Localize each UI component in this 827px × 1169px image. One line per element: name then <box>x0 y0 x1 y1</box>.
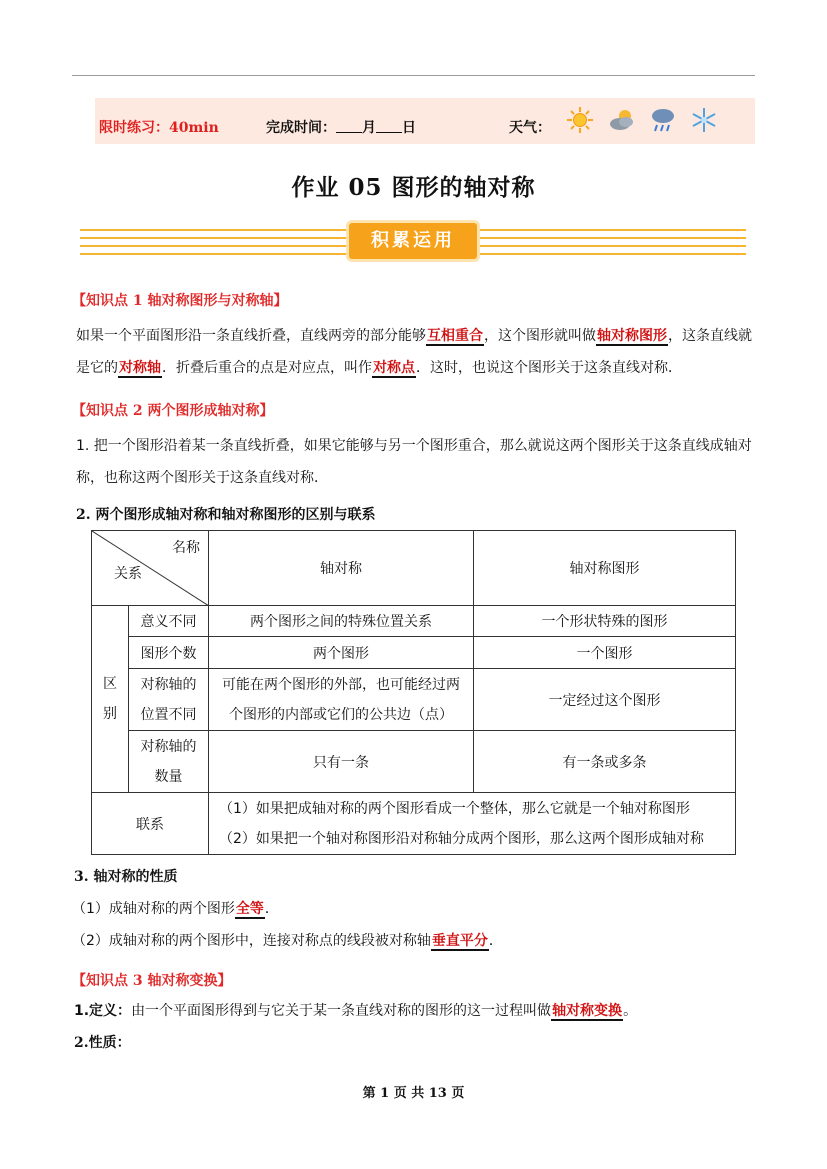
partly-cloudy-icon <box>607 106 637 134</box>
table-row: 图形个数 两个图形 一个图形 <box>92 637 736 669</box>
table-header-row <box>92 531 736 606</box>
table-corner: 名称 关系 <box>92 531 209 606</box>
weather-label: 天气： <box>509 120 551 136</box>
table-row-link: 联系 （1）如果把成轴对称的两个图形看成一个整体，那么它就是一个轴对称图形 （2）如果把一个轴对称图形沿对称轴分成两个图形，那么这两个图形成轴对称 <box>92 793 736 855</box>
page-footer: 第 1 页 共 13 页 <box>362 1086 465 1101</box>
section-banner: 积累运用 <box>349 223 477 259</box>
sun-icon <box>565 106 595 134</box>
knowledge-point-3-label: 【知识点 3 轴对称变换】 <box>72 973 232 989</box>
table-heading: 2. 两个图形成轴对称和轴对称图形的区别与联系 <box>76 507 376 523</box>
table-row: 对称轴的 数量 只有一条 有一条或多条 <box>92 731 736 793</box>
nature-heading: 2.性质： <box>74 1035 131 1051</box>
property-1: （1）成轴对称的两个图形全等． <box>72 901 279 917</box>
property-heading: 3. 轴对称的性质 <box>74 869 178 885</box>
day-blank <box>376 119 402 133</box>
top-rule <box>72 75 755 76</box>
rain-icon <box>648 106 678 134</box>
knowledge-point-2-text: 1. 把一个图形沿着某一条直线折叠，如果它能够与另一个图形重合，那么就说这两个图形关于这条直线成轴对称，也称这两个图形关于这条直线对称． <box>76 438 752 486</box>
definition: 1.定义：由一个平面图形得到与它关于某一条直线对称的图形的这一过程叫做轴对称变换。 <box>74 1003 638 1019</box>
month-blank <box>336 119 362 133</box>
table-row: 区 别 意义不同 两个图形之间的特殊位置关系 一个形状特殊的图形 <box>92 606 736 637</box>
completion-time: 完成时间： 月 日 <box>266 120 416 136</box>
knowledge-point-1-text: 如果一个平面图形沿一条直线折叠，直线两旁的部分能够互相重合，这个图形就叫做轴对称图形，这条直线就是它的对称轴．折叠后重合的点是对应点，叫作对称点．这时，也说这个图形关于这条直线对称． <box>76 328 752 376</box>
col-header-axisymmetric-figure: 轴对称图形 <box>474 531 736 606</box>
knowledge-point-1-label: 【知识点 1 轴对称图形与对称轴】 <box>72 293 288 309</box>
page-title: 作业 05 图形的轴对称 <box>291 174 536 201</box>
time-bar <box>95 98 755 144</box>
comparison-table <box>91 530 736 855</box>
time-limit-label: 限时练习：40min <box>99 120 219 136</box>
knowledge-point-2-label: 【知识点 2 两个图形成轴对称】 <box>72 403 274 419</box>
property-2: （2）成轴对称的两个图形中，连接对称点的线段被对称轴垂直平分． <box>72 933 503 949</box>
group-label-difference: 区 别 <box>92 606 129 793</box>
col-header-axial-symmetry: 轴对称 <box>209 531 474 606</box>
snow-icon <box>689 106 719 134</box>
table-row: 对称轴的 位置不同 可能在两个图形的外部，也可能经过两 个图形的内部或它们的公共边（点） 一定经过这个图形 <box>92 669 736 731</box>
